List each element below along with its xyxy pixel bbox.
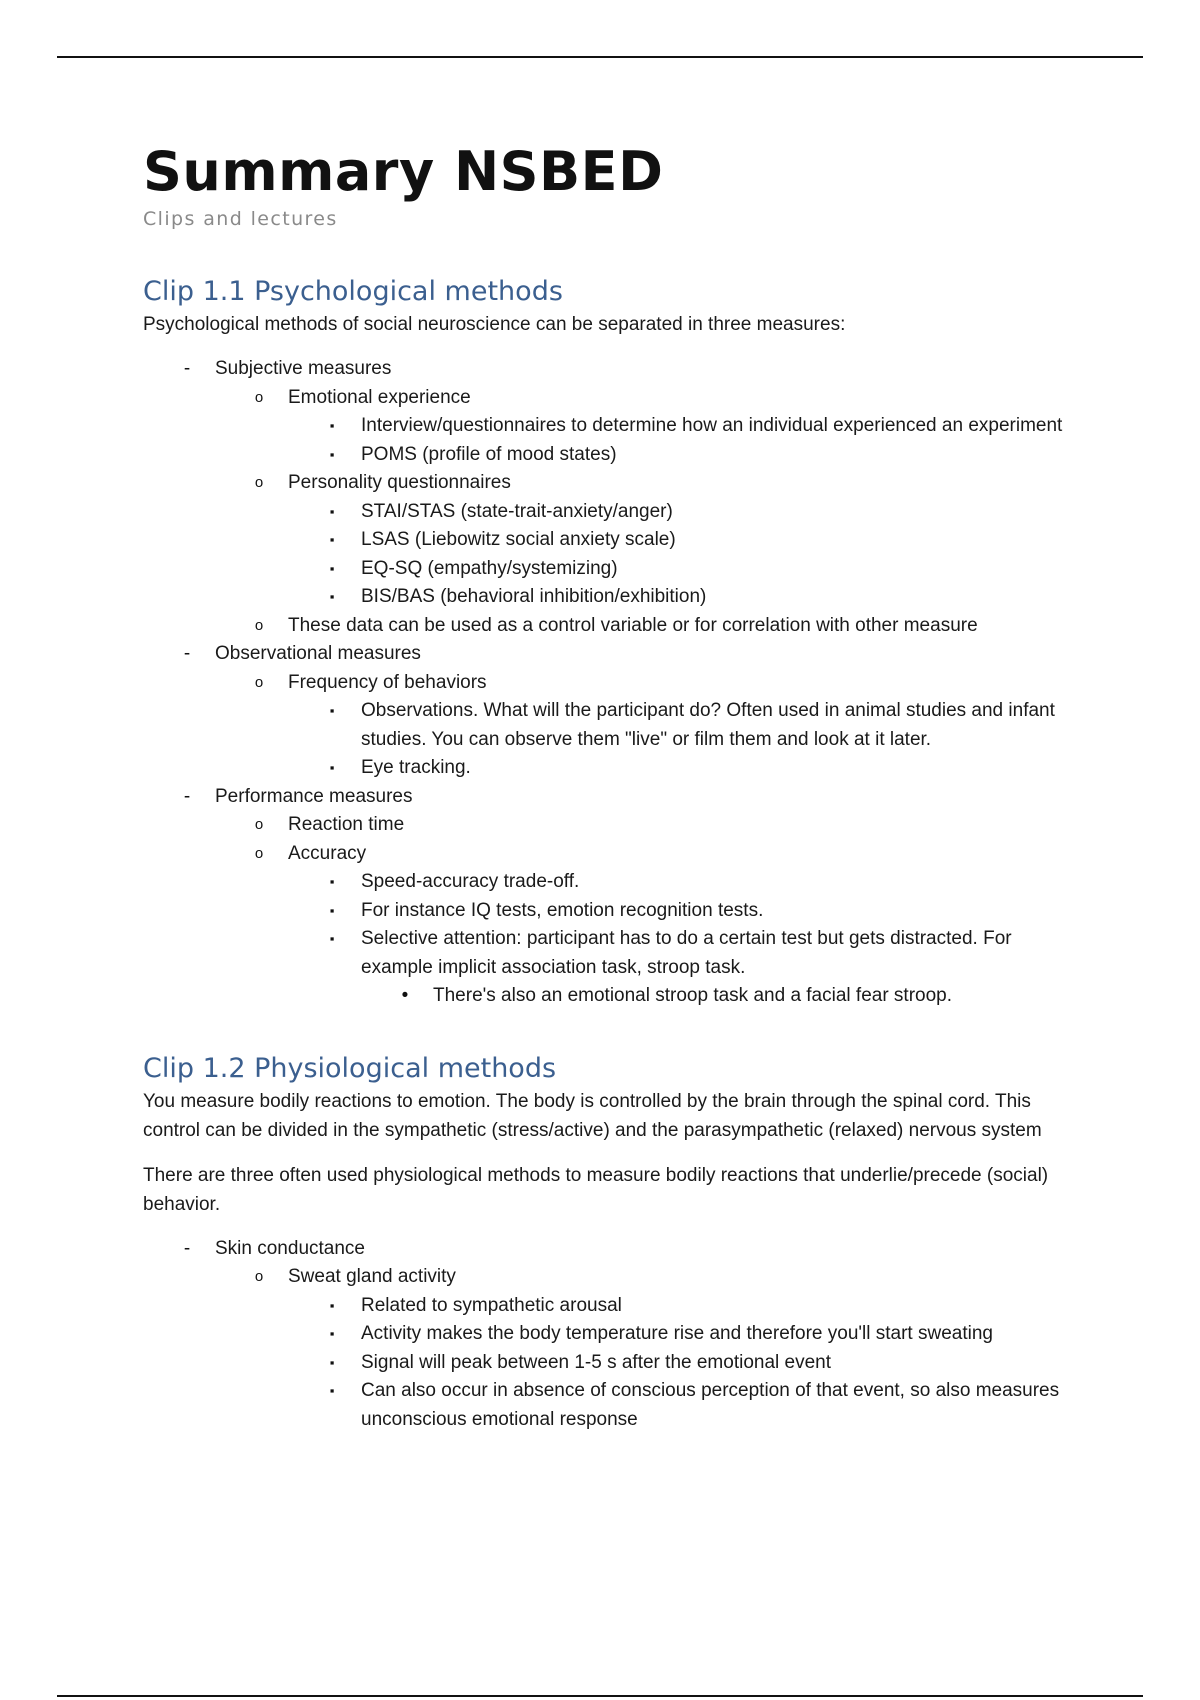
circle-bullet-icon: o	[254, 844, 264, 862]
square-bullet-icon: ▪	[329, 560, 335, 576]
list-item: ▪ Interview/questionnaires to determine how an individual experienced an experiment	[143, 412, 1063, 441]
list-item: o Accuracy	[143, 840, 1063, 869]
square-bullet-icon: ▪	[329, 874, 335, 889]
list-item: ▪ EQ-SQ (empathy/systemizing)	[143, 555, 1063, 584]
square-bullet-icon: ▪	[329, 703, 335, 718]
list-item: ▪ POMS (profile of mood states)	[143, 441, 1063, 470]
square-bullet-icon: ▪	[329, 446, 335, 462]
section-heading-physiological: Clip 1.2 Physiological methods	[143, 1052, 557, 1084]
dash-bullet-icon: -	[183, 1237, 191, 1259]
square-bullet-icon: ▪	[329, 503, 335, 519]
bottom-rule	[57, 1695, 1143, 1697]
section-intro: Psychological methods of social neuroscience can be separated in three measures:	[143, 314, 846, 335]
list-item: ▪ Observations. What will the participant do? Often used in animal studies and infant studies. You can observe them "live" or film them and look at it later.	[143, 697, 1063, 754]
list-item: - Observational measures	[143, 640, 1063, 669]
list-item: ▪ BIS/BAS (behavioral inhibition/exhibition)	[143, 583, 1063, 612]
square-bullet-icon: ▪	[329, 1354, 335, 1370]
dot-bullet-icon: •	[401, 985, 409, 1006]
list-item: o Sweat gland activity	[143, 1263, 1063, 1292]
list-item: ▪ For instance IQ tests, emotion recognition tests.	[143, 897, 1063, 926]
circle-bullet-icon: o	[254, 673, 264, 691]
square-bullet-icon: ▪	[329, 760, 335, 775]
square-bullet-icon: ▪	[329, 1297, 335, 1313]
list-item: o These data can be used as a control variable or for correlation with other measure	[143, 612, 1063, 641]
circle-bullet-icon: o	[254, 474, 264, 491]
dash-bullet-icon: -	[183, 643, 191, 664]
list-item: ▪ Activity makes the body temperature rise and therefore you'll start sweating	[143, 1320, 1063, 1349]
list-item: ▪ Signal will peak between 1-5 s after the emotional event	[143, 1349, 1063, 1378]
list-item: ▪ STAI/STAS (state-trait-anxiety/anger)	[143, 498, 1063, 527]
top-rule	[57, 56, 1143, 58]
dash-bullet-icon: -	[183, 785, 191, 807]
list-item: ▪ Selective attention: participant has to do a certain test but gets distracted. For example implicit association task, stroop task.	[143, 925, 1063, 982]
square-bullet-icon: ▪	[329, 589, 335, 604]
list-item: ▪ Speed-accuracy trade-off.	[143, 868, 1063, 897]
square-bullet-icon: ▪	[329, 902, 335, 918]
list-item: o Emotional experience	[143, 384, 1063, 413]
list-item: ▪ Eye tracking.	[143, 754, 1063, 783]
square-bullet-icon: ▪	[329, 418, 335, 433]
section-paragraph: There are three often used physiological methods to measure bodily reactions that underlie/precede (social) behavior.	[143, 1164, 1049, 1215]
list-item: o Frequency of behaviors	[143, 669, 1063, 698]
list-item: - Skin conductance	[143, 1235, 1063, 1264]
square-bullet-icon: ▪	[329, 532, 335, 547]
document-title: Summary NSBED	[143, 140, 664, 203]
document-body	[143, 140, 1063, 1434]
document-subtitle: Clips and lectures	[143, 208, 338, 230]
list-item: - Subjective measures	[143, 355, 1063, 384]
circle-bullet-icon: o	[254, 1268, 264, 1285]
circle-bullet-icon: o	[254, 616, 264, 634]
circle-bullet-icon: o	[254, 388, 264, 406]
physiological-methods-list	[143, 1235, 1063, 1435]
dash-bullet-icon: -	[183, 358, 191, 379]
square-bullet-icon: ▪	[329, 1326, 335, 1341]
list-item: ▪ Can also occur in absence of conscious perception of that event, so also measures unconscious emotional response	[143, 1377, 1063, 1434]
circle-bullet-icon: o	[254, 816, 264, 833]
section-heading-psychological: Clip 1.1 Psychological methods	[143, 276, 563, 307]
psychological-methods-list	[143, 355, 1063, 1011]
list-item: ▪ LSAS (Liebowitz social anxiety scale)	[143, 526, 1063, 555]
list-item: • There's also an emotional stroop task and a facial fear stroop.	[143, 982, 1063, 1011]
list-item: o Reaction time	[143, 811, 1063, 840]
square-bullet-icon: ▪	[329, 1383, 335, 1398]
list-item: ▪ Related to sympathetic arousal	[143, 1292, 1063, 1321]
list-item: o Personality questionnaires	[143, 469, 1063, 498]
list-item: - Performance measures	[143, 783, 1063, 812]
square-bullet-icon: ▪	[329, 931, 335, 946]
section-paragraph: You measure bodily reactions to emotion. The body is controlled by the brain through the spinal cord. This control can be divided in the sympathetic (stress/active) and the parasympathetic (relaxed) nervous system	[143, 1090, 1042, 1141]
